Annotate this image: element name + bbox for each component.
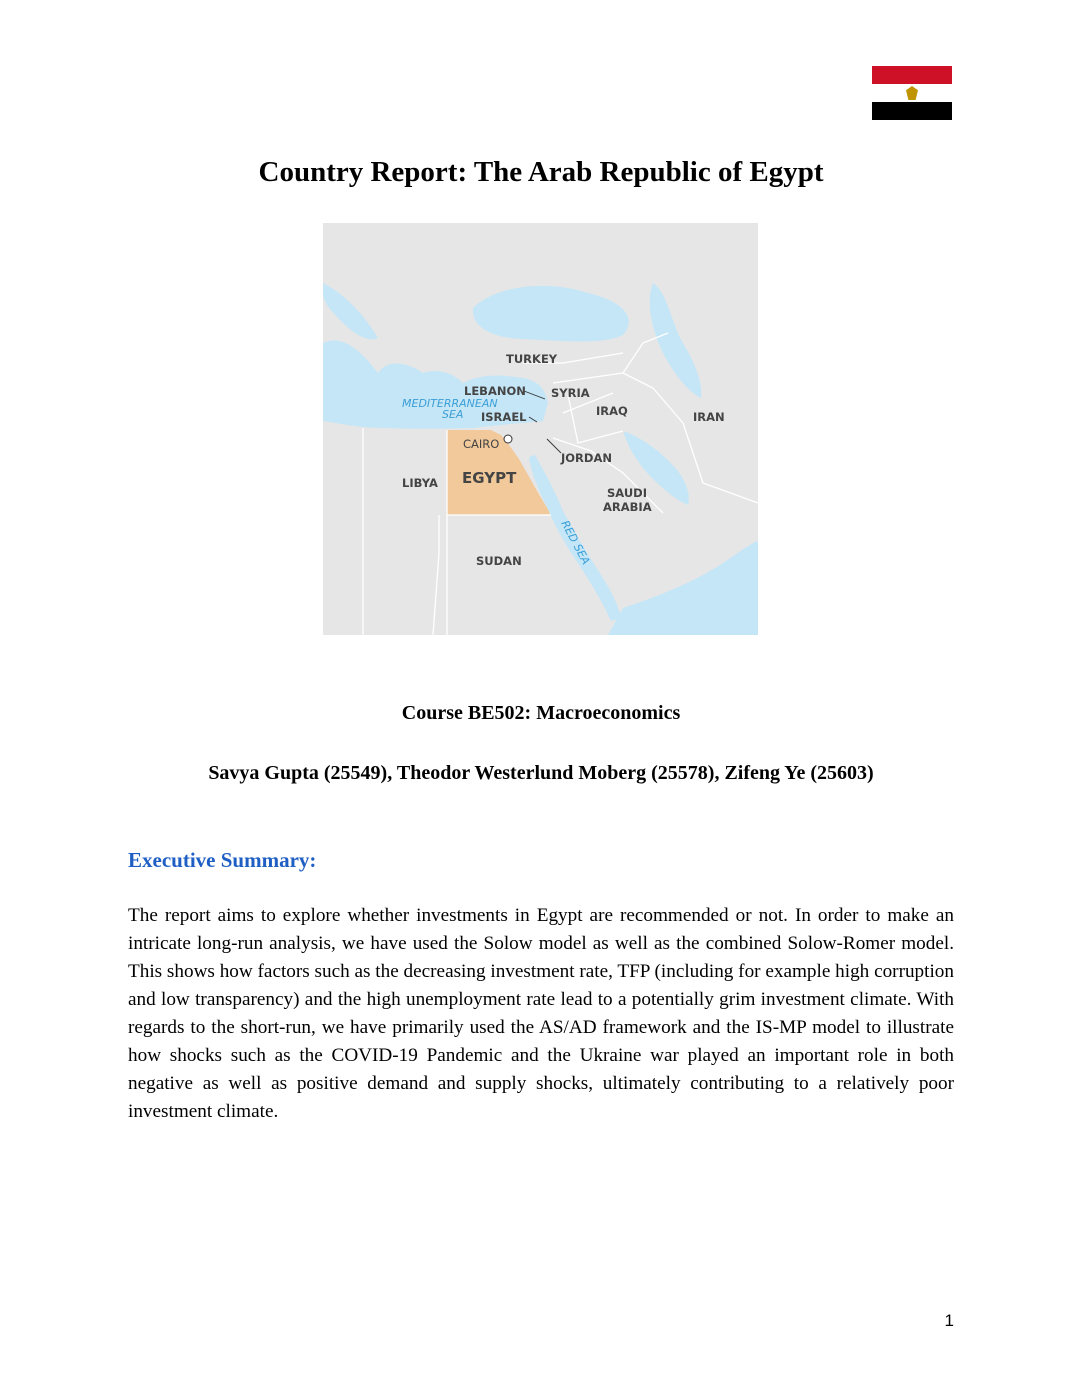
map-label-egypt: EGYPT	[462, 469, 517, 487]
map-label-iran: IRAN	[693, 410, 725, 424]
map-label-saudi-1: SAUDI	[607, 486, 647, 500]
map-label-jordan: JORDAN	[561, 451, 612, 465]
flag-white-band	[872, 84, 952, 102]
executive-summary-body: The report aims to explore whether investments in Egypt are recommended or not. In order to make an intricate long-run analysis, we have used the Solow model as well as the combined Solow-Romer model. This shows how factors such as the decreasing investment rate, TFP (including for example high corruption and low transparency) and the high unemployment rate lead to a potentially grim investment climate. With regards to the short-run, we have primarily used the AS/AD framework and the IS-MP model to illustrate how shocks such as the COVID-19 Pandemic and the Ukraine war played an important role in both negative as well as positive demand and supply shocks, ultimately contributing to a relatively poor investment climate.	[128, 905, 954, 1122]
map-land	[323, 223, 758, 635]
egypt-location-map	[323, 223, 758, 635]
map-label-libya: LIBYA	[402, 476, 438, 490]
map-label-turkey: TURKEY	[506, 352, 558, 366]
map-label-sudan: SUDAN	[476, 554, 522, 568]
map-label-israel: ISRAEL	[481, 410, 527, 424]
map-label-saudi-2: ARABIA	[603, 500, 652, 514]
page-number: 1	[944, 1311, 954, 1330]
map-label-mediterranean-1: MEDITERRANEAN	[402, 397, 498, 410]
egypt-flag-icon	[872, 66, 952, 120]
map-label-mediterranean-2: SEA	[442, 408, 464, 421]
flag-red-band	[872, 66, 952, 84]
eagle-of-saladin-icon	[906, 86, 918, 100]
authors-line: Savya Gupta (25549), Theodor Westerlund Moberg (25578), Zifeng Ye (25603)	[208, 762, 874, 784]
executive-summary-heading: Executive Summary:	[128, 848, 317, 872]
page-title: Country Report: The Arab Republic of Egypt	[258, 156, 824, 188]
flag-black-band	[872, 102, 952, 120]
cairo-star-icon	[504, 435, 512, 443]
map-svg	[323, 223, 758, 635]
course-title: Course BE502: Macroeconomics	[401, 702, 681, 724]
map-label-iraq: IRAQ	[596, 404, 628, 418]
map-label-lebanon: LEBANON	[464, 384, 526, 398]
map-label-red-sea: RED SEA	[558, 518, 593, 567]
map-label-syria: SYRIA	[551, 386, 590, 400]
map-label-cairo: CAIRO	[463, 437, 500, 451]
